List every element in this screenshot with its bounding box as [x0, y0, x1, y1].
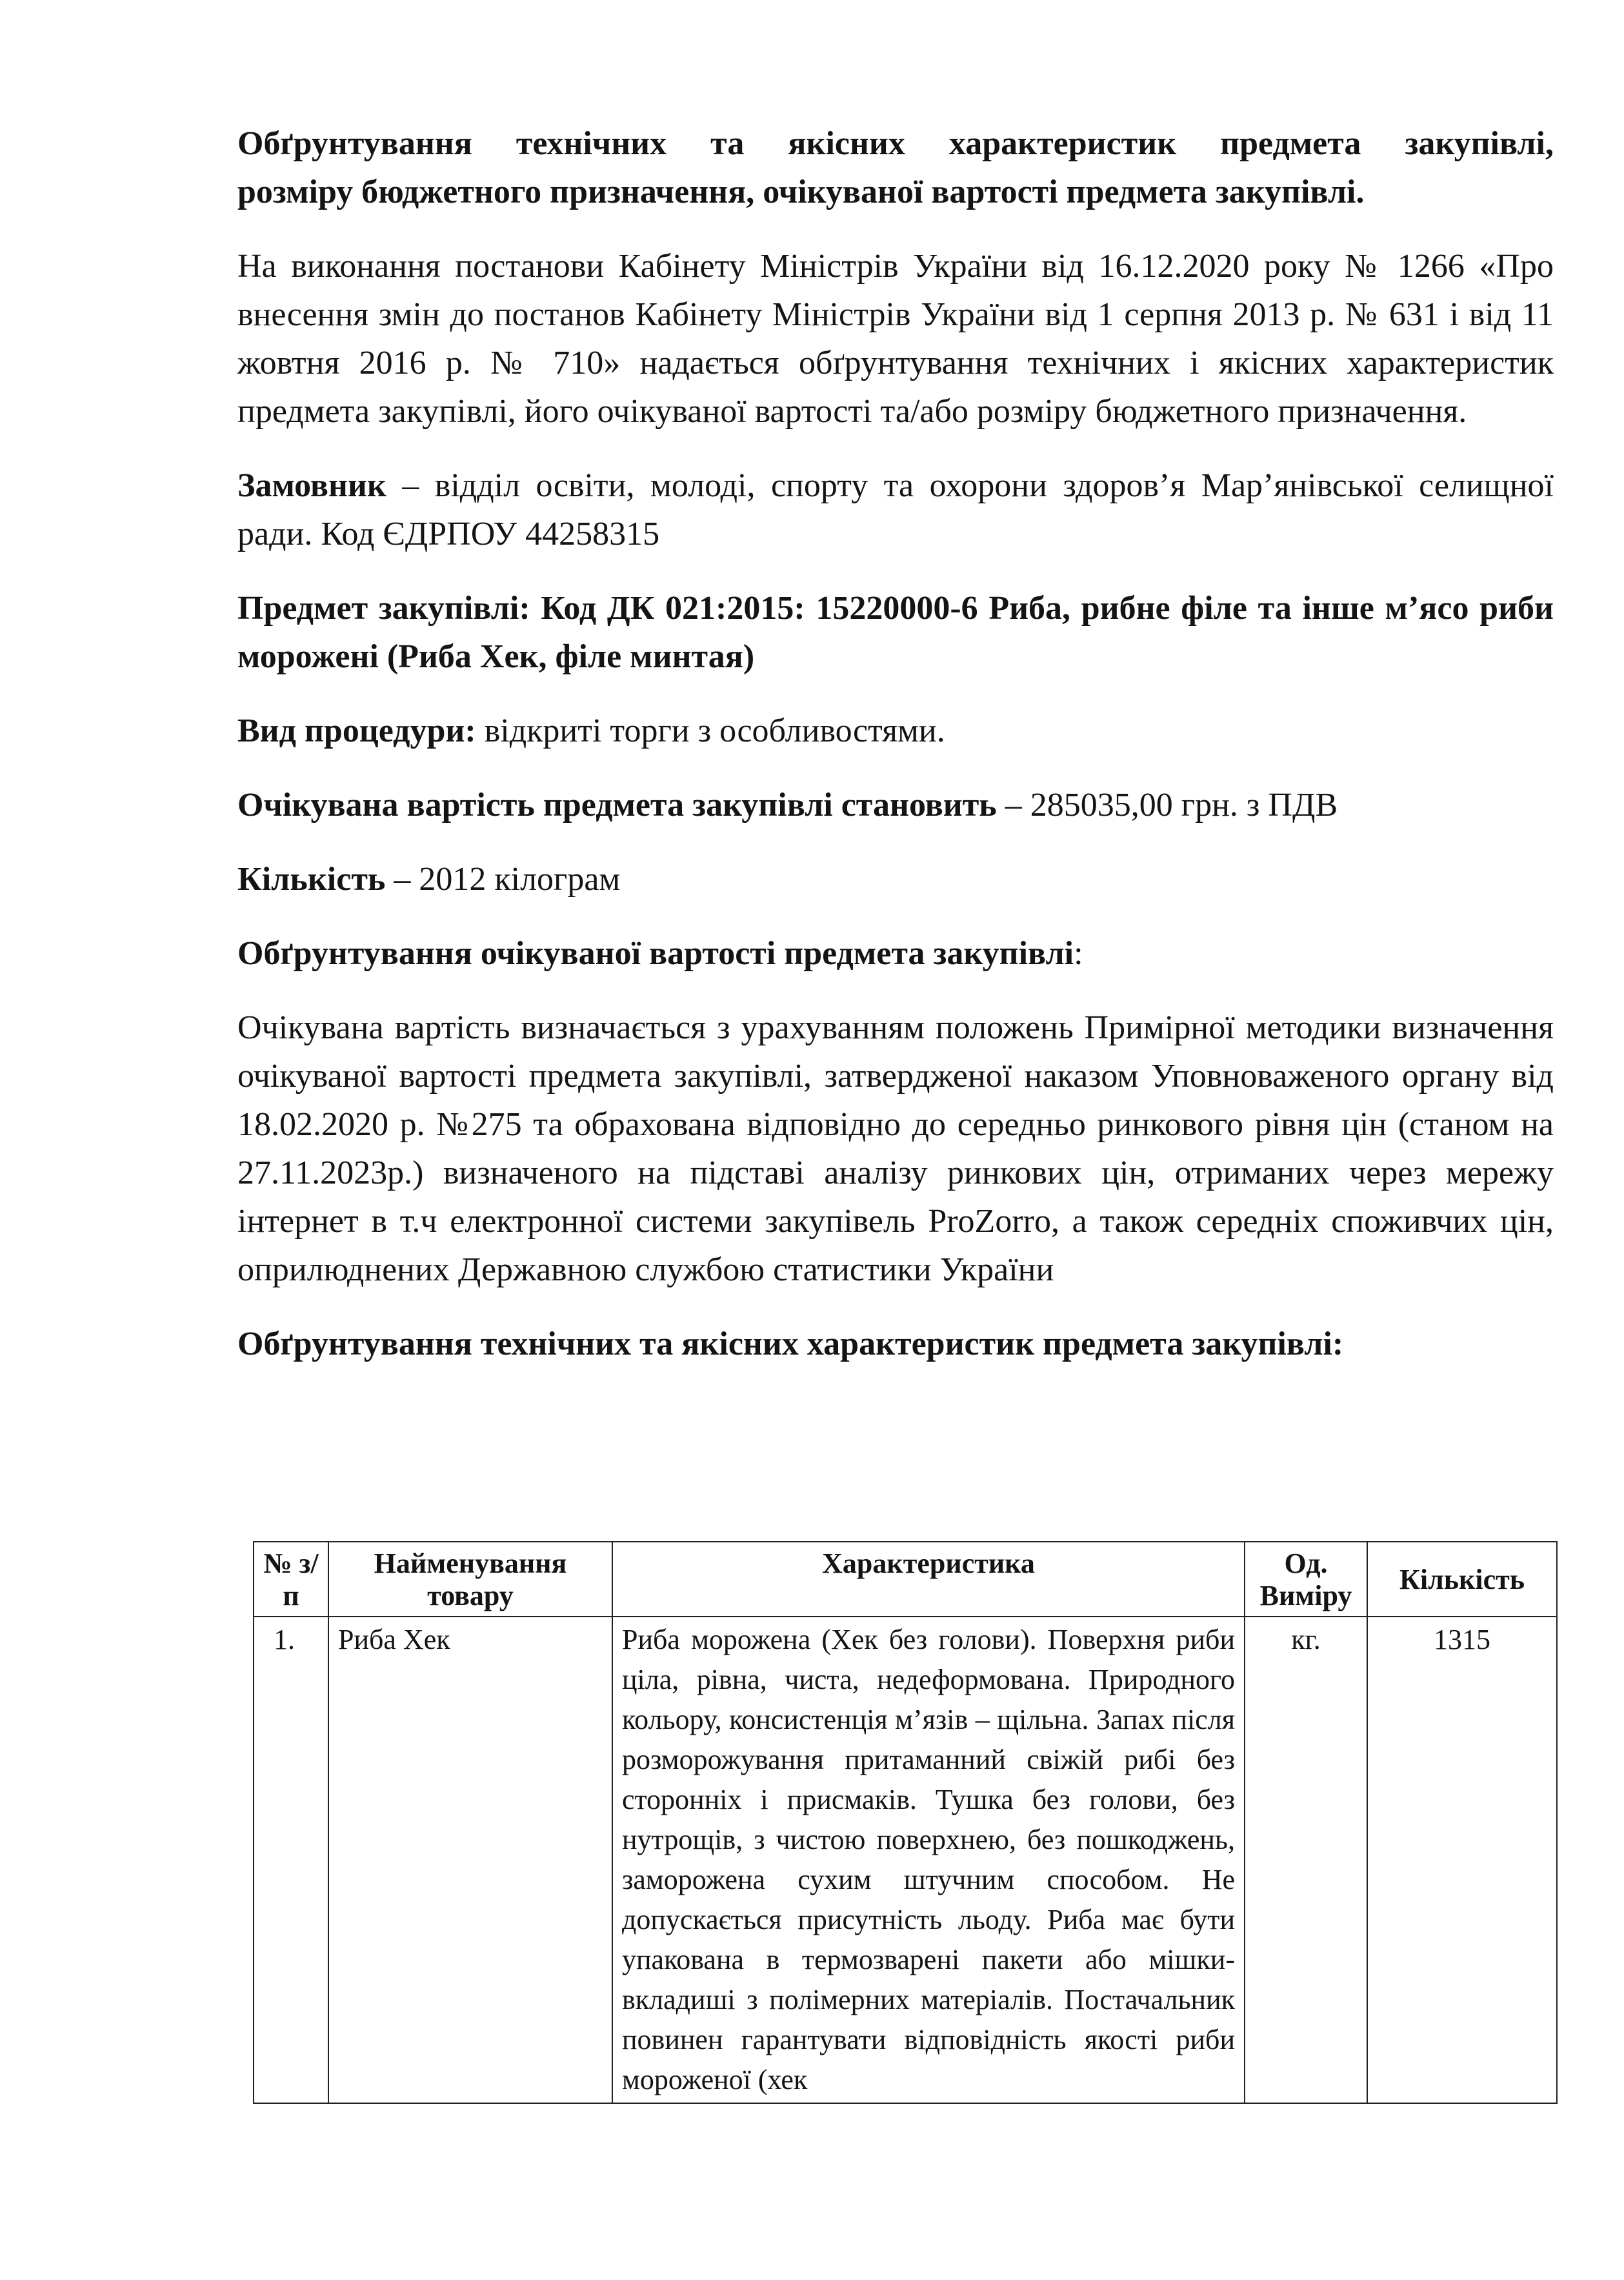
title-line-1: Обґрунтування технічних та якісних характеристик предмета закупівлі,	[237, 125, 1554, 162]
intro-paragraph: На виконання постанови Кабінету Міністрів України від 16.12.2020 року № 1266 «Про внесення змін до постанов Кабінету Міністрів України від 1 серпня 2013 р. № 631 і від 11 жовтня 2016 р. № 710» надається обґрунтування технічних і якісних характеристик предмета закупівлі, його очікуваної вартості та/або розміру бюджетного призначення.	[237, 248, 1554, 430]
title-line-2: розміру бюджетного призначення, очікуваної вартості предмета закупівлі.	[237, 174, 1365, 210]
customer-paragraph	[237, 461, 1554, 558]
header-unit: Од. Виміру	[1245, 1542, 1367, 1617]
quantity-text: – 2012 кілограм	[385, 861, 621, 898]
header-qty: Кількість	[1367, 1542, 1557, 1617]
procedure-label: Вид процедури:	[237, 712, 476, 749]
procedure-text: відкриті торги з особливостями.	[476, 712, 945, 749]
expected-cost-label: Очікувана вартість предмета закупівлі становить	[237, 787, 997, 823]
customer-label: Замовник	[237, 467, 386, 504]
row-unit: кг.	[1245, 1617, 1367, 2103]
subject-paragraph: Предмет закупівлі: Код ДК 021:2015: 15220000-6 Риба, рибне філе та інше м’ясо риби морожені (Риба Хек, філе минтая)	[237, 590, 1554, 675]
procedure-paragraph	[237, 707, 1554, 755]
row-num: 1.	[254, 1617, 328, 2103]
cost-justification-heading-colon: :	[1074, 935, 1083, 972]
quantity-paragraph	[237, 855, 1554, 903]
table-row	[254, 1617, 1557, 2103]
header-name: Найменування товару	[328, 1542, 612, 1617]
expected-cost-text: – 285035,00 грн. з ПДВ	[996, 787, 1338, 823]
cost-justification-heading	[237, 929, 1554, 978]
customer-text: – відділ освіти, молоді, спорту та охорони здоров’я Мар’янівської селищної ради. Код ЄДРПОУ 44258315	[237, 467, 1554, 552]
row-name: Риба Хек	[328, 1617, 612, 2103]
quantity-label: Кількість	[237, 861, 386, 898]
document-page	[237, 119, 1554, 1368]
cost-justification-heading-label: Обґрунтування очікуваної вартості предмета закупівлі	[237, 935, 1074, 972]
tech-heading: Обґрунтування технічних та якісних характеристик предмета закупівлі:	[237, 1326, 1344, 1362]
document-title	[237, 119, 1554, 216]
row-qty: 1315	[1367, 1617, 1557, 2103]
header-spec: Характеристика	[612, 1542, 1245, 1617]
cost-justification-text: Очікувана вартість визначається з урахуванням положень Примірної методики визначення очікуваної вартості предмета закупівлі, затвердженої наказом Уповноваженого органу від 18.02.2020 р. №275 та обрахована відповідно до середньо ринкового рівня цін (станом на 27.11.2023р.) визначеного на підставі аналізу ринкових цін, отриманих через мережу інтернет в т.ч електронної системи закупівель ProZorro, а також середніх споживчих цін, оприлюднених Державною службою статистики України	[237, 1009, 1554, 1288]
row-spec: Риба морожена (Хек без голови). Поверхня риби ціла, рівна, чиста, недеформована. Природного кольору, консистенція м’язів – щільна. Запах після розморожування притаманний свіжій рибі без сторонніх і присмаків. Тушка без голови, без нутрощів, з чистою поверхнею, без пошкоджень, заморожена сухим штучним способом. Не допускається присутність льоду. Риба має бути упакована в термозварені пакети або мішки-вкладиші з полімерних матеріалів. Постачальник повинен гарантувати відповідність якості риби мороженої (хек	[612, 1617, 1245, 2103]
header-num: № з/п	[254, 1542, 328, 1617]
table-header-row	[254, 1542, 1557, 1617]
spec-table	[253, 1541, 1558, 2104]
expected-cost-paragraph	[237, 781, 1554, 829]
